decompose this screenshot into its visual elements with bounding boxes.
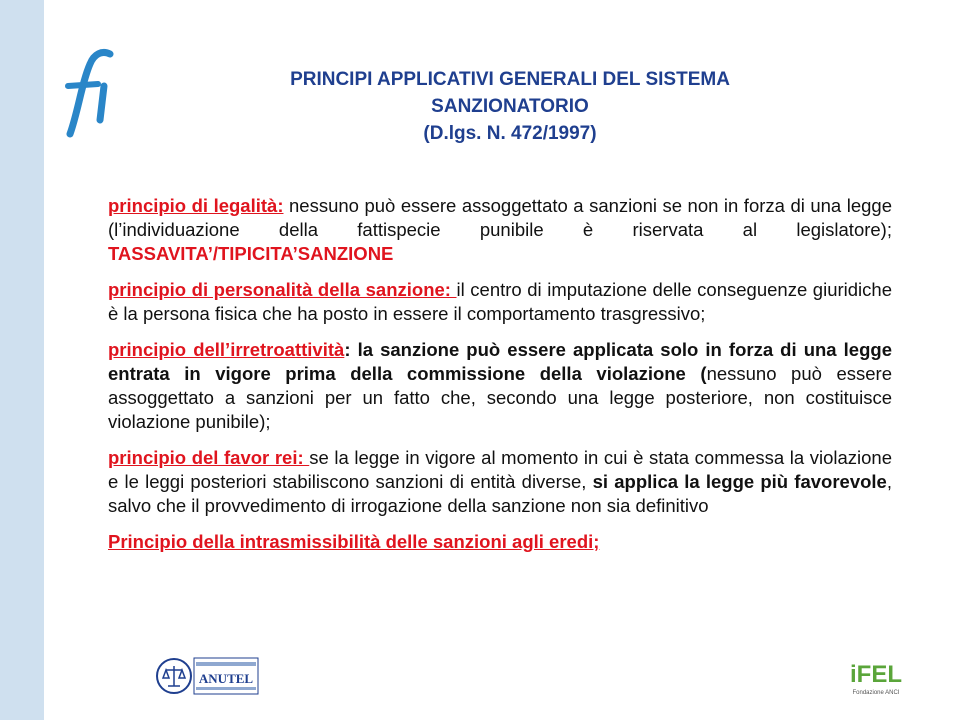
anutel-logo <box>156 656 260 696</box>
fi-logo-icon <box>60 42 130 142</box>
principle-irretroactivity <box>108 338 892 434</box>
anutel-text: ANUTEL <box>198 671 254 686</box>
principle-emphasis: TASSAVITA’/TIPICITA’SANZIONE <box>108 243 394 264</box>
principles-list <box>108 194 944 566</box>
principle-intransmissibility <box>108 530 892 554</box>
title-line-2: SANZIONATORIO <box>431 96 589 117</box>
principle-heading: principio del favor rei: <box>108 447 310 468</box>
principle-legality <box>108 194 944 266</box>
ifel-text: iFEL <box>850 661 902 688</box>
ifel-logo <box>846 652 906 700</box>
principle-heading: Principio della intrasmissibilità delle sanzioni agli eredi; <box>108 531 600 552</box>
principle-text: nessuno può essere assoggettato a sanzioni per un fatto che, secondo una legge posteriore, non costituisce violazione punibile); <box>108 363 892 432</box>
principle-favor-rei <box>108 446 892 518</box>
principle-heading: principio di personalità della sanzione: <box>108 279 457 300</box>
principle-text-after: , salvo che il provvedimento di irrogazione della sanzione non sia definitivo <box>108 471 892 516</box>
principle-heading: principio di legalità: <box>108 195 284 216</box>
principle-text: nessuno può essere assoggettato a sanzioni se non in forza di una legge (l’individuazione della fattispecie punibile è riservata al legislatore); <box>108 195 944 240</box>
principle-heading: principio dell’irretroattività <box>108 339 345 360</box>
ifel-subtext: Fondazione ANCI <box>852 690 900 696</box>
principle-text: il centro di imputazione delle conseguenze giuridiche è la persona fisica che ha posto in essere il comportamento trasgressivo; <box>108 279 892 324</box>
title-line-1: PRINCIPI APPLICATIVI GENERALI DEL SISTEMA <box>290 69 730 90</box>
slide-title <box>150 66 870 147</box>
title-line-3: (D.lgs. N. 472/1997) <box>423 123 597 144</box>
principle-text-before: se la legge in vigore al momento in cui è stata commessa la violazione e le leggi posteriori stabiliscono sanzioni di entità diverse, <box>108 447 892 492</box>
principle-bold-text: : la sanzione può essere applicata solo in forza di una legge entrata in vigore prima della commissione della violazione ( <box>108 339 892 384</box>
side-bar <box>0 0 44 720</box>
principle-bold-text: si applica la legge più favorevole <box>592 471 887 492</box>
principle-personality <box>108 278 892 326</box>
